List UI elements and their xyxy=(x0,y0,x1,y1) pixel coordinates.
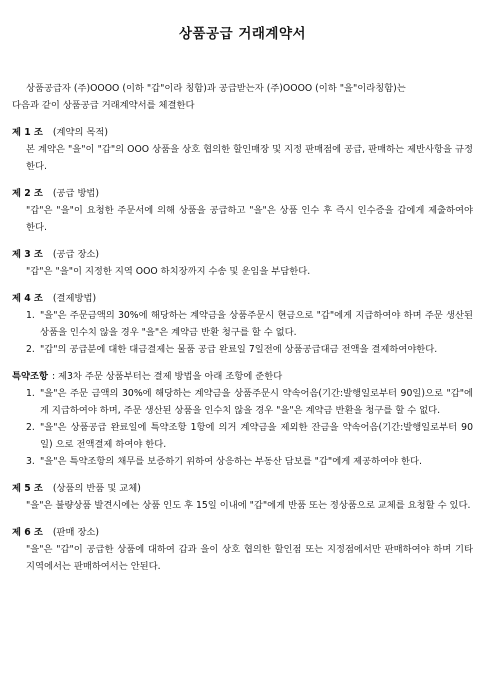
article-heading: (상품의 반품 및 교체) xyxy=(52,483,141,494)
special-clause-intro: : 제3차 주문 상품부터는 결제 방법을 아래 조항에 준한다 xyxy=(51,371,283,382)
article-heading: (결제방법) xyxy=(52,293,97,304)
article-body: "갑"은 "을"이 요청한 주문서에 의해 상품을 공급하고 "을"은 상품 인수 후 즉시 인수증을 갑에게 제출하여야 한다. xyxy=(26,205,473,233)
special-clause-label: 특약조항 xyxy=(12,371,48,382)
list-item xyxy=(12,307,473,341)
article-3 xyxy=(12,246,473,280)
article-heading: (공급 방법) xyxy=(52,188,100,199)
special-clause-header xyxy=(12,368,473,385)
article-number: 제 4 조 xyxy=(12,293,43,304)
article-body: "갑"은 "을"이 지정한 지역 OOO 하치장까지 수송 및 운임을 부담한다. xyxy=(26,266,311,277)
item-number: 3. xyxy=(26,456,35,467)
item-number: 1. xyxy=(26,388,35,399)
article-4 xyxy=(12,290,473,358)
article-header xyxy=(12,124,473,141)
article-number: 제 1 조 xyxy=(12,127,43,138)
article-header xyxy=(12,290,473,307)
article-body: "을"은 "갑"이 공급한 상품에 대하여 갑과 을이 상호 협의한 할인점 또는 지정점에서만 판매하여야 하며 기타 지역에서는 판매하여서는 안된다. xyxy=(26,544,473,572)
article-number: 제 5 조 xyxy=(12,483,43,494)
article-heading: (판매 장소) xyxy=(52,527,100,538)
item-number: 2. xyxy=(26,422,35,433)
intro-line-2: 다음과 같이 상품공급 거래계약서를 체결한다 xyxy=(12,100,195,111)
item-text: "을"은 주문금액의 30%에 해당하는 계약금을 상품주문시 현금으로 "갑"에게 지급하여야 하며 주문 생산된 상품을 인수치 않을 경우 "을"은 계약금 반환 청구를 할 수 없다. xyxy=(40,310,473,338)
list-item xyxy=(12,419,473,453)
intro-paragraph xyxy=(12,80,473,114)
article-header xyxy=(12,185,473,202)
intro-line-1: 상품공급자 (주)OOOO (이하 "갑"이라 칭함)과 공급받는자 (주)OOOO (이하 "을"이라칭함)는 xyxy=(26,83,406,94)
special-item-list xyxy=(12,385,473,470)
article-heading: (계약의 목적) xyxy=(52,127,109,138)
list-item xyxy=(12,385,473,419)
article-body: 본 계약은 "을"이 "갑"의 OOO 상품을 상호 협의한 할인매장 및 지정 판매점에 공급, 판매하는 제반사항을 규정한다. xyxy=(26,144,473,172)
special-clause xyxy=(12,368,473,470)
item-number: 2. xyxy=(26,344,35,355)
article-2 xyxy=(12,185,473,236)
article-header xyxy=(12,524,473,541)
item-text: "을"은 주문 금액의 30%에 해당하는 계약금을 상품주문시 약속어음(기간:발행일로부터 90일)으로 "갑"에게 지급하여야 하며, 주문 생산된 상품을 인수치 않을 경우 "을"은 계약금 반환을 청구를 할 수 없다. xyxy=(40,388,473,416)
article-header xyxy=(12,480,473,497)
article-heading: (공급 장소) xyxy=(52,249,100,260)
item-text: "을"은 특약조항의 채무를 보증하기 위하여 상응하는 부동산 담보를 "갑"에게 제공하여야 한다. xyxy=(40,456,422,467)
document-title: 상품공급 거래계약서 xyxy=(178,26,307,42)
article-number: 제 6 조 xyxy=(12,527,43,538)
article-number: 제 2 조 xyxy=(12,188,43,199)
item-text: "을"은 상품공급 완료일에 특약조항 1항에 의거 계약금을 제외한 잔금을 약속어음(기간:발행일로부터 90일) 으로 전액결제 하여야 한다. xyxy=(40,422,473,450)
article-5 xyxy=(12,480,473,514)
article-number: 제 3 조 xyxy=(12,249,43,260)
list-item xyxy=(12,453,473,470)
list-item xyxy=(12,341,473,358)
article-item-list xyxy=(12,307,473,358)
article-6 xyxy=(12,524,473,575)
article-body: "을"은 불량상품 발견시에는 상품 인도 후 15일 이내에 "갑"에게 반품 또는 정상품으로 교체를 요청할 수 있다. xyxy=(26,500,471,511)
article-header xyxy=(12,246,473,263)
item-number: 1. xyxy=(26,310,35,321)
article-1 xyxy=(12,124,473,175)
item-text: "갑"의 공급분에 대한 대금결제는 물품 공급 완료일 7일전에 상품공급대금 전액을 결제하여야한다. xyxy=(40,344,438,355)
